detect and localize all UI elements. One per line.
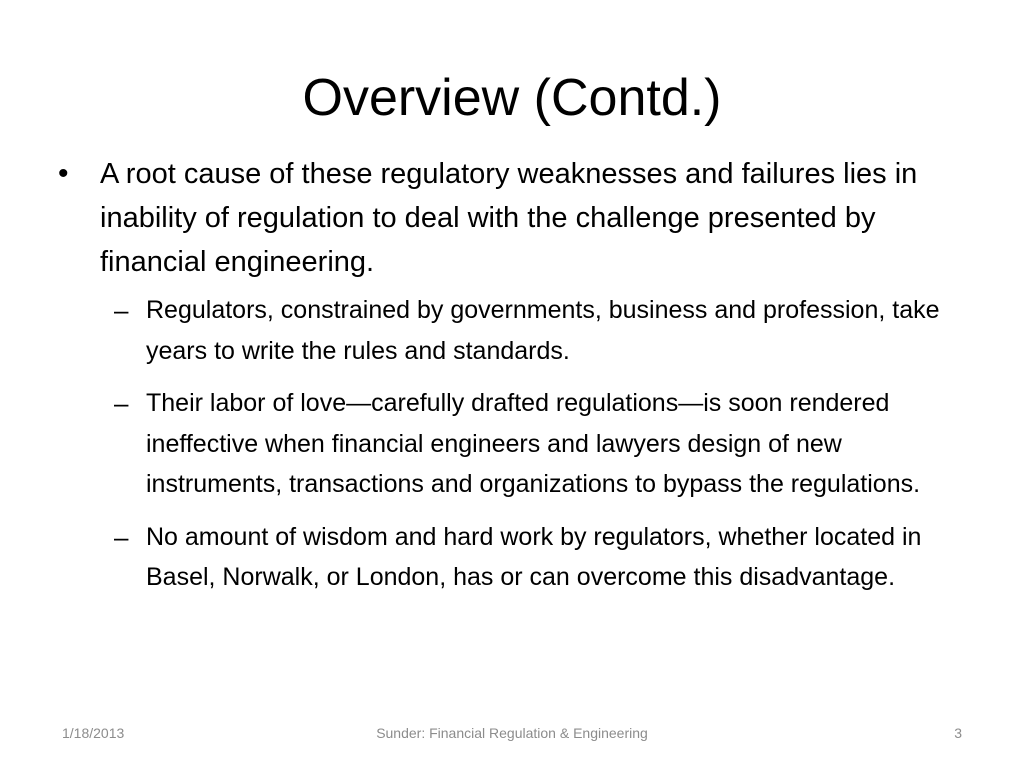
sub-bullet-marker: – [114, 295, 129, 325]
slide-content [58, 152, 978, 610]
bullet-marker: • [58, 157, 69, 190]
bullet-item [58, 152, 978, 284]
sub-bullet-text: Regulators, constrained by governments, business and profession, take years to write the rules and standards. [146, 296, 940, 365]
sub-bullet-list [114, 290, 978, 598]
bullet-text: A root cause of these regulatory weaknesses and failures lies in inability of regulation to deal with the challenge presented by financial engineering. [100, 158, 918, 278]
page-number: 3 [954, 725, 962, 741]
sub-bullet-item [114, 517, 978, 598]
sub-bullet-item [114, 383, 978, 505]
sub-bullet-item [114, 290, 978, 371]
sub-bullet-marker: – [114, 388, 129, 418]
footer-title: Sunder: Financial Regulation & Engineering [376, 725, 648, 741]
footer-date: 1/18/2013 [62, 725, 125, 741]
sub-bullet-marker: – [114, 521, 129, 552]
sub-bullet-text: No amount of wisdom and hard work by regulators, whether located in Basel, Norwalk, or London, has or can overcome this disadvantage. [146, 522, 922, 591]
sub-bullet-text: Their labor of love—carefully drafted regulations—is soon rendered ineffective when financial engineers and lawyers design of new instruments, transactions and organizations to bypass the regulations. [146, 389, 921, 498]
slide-title: Overview (Contd.) [302, 69, 722, 127]
